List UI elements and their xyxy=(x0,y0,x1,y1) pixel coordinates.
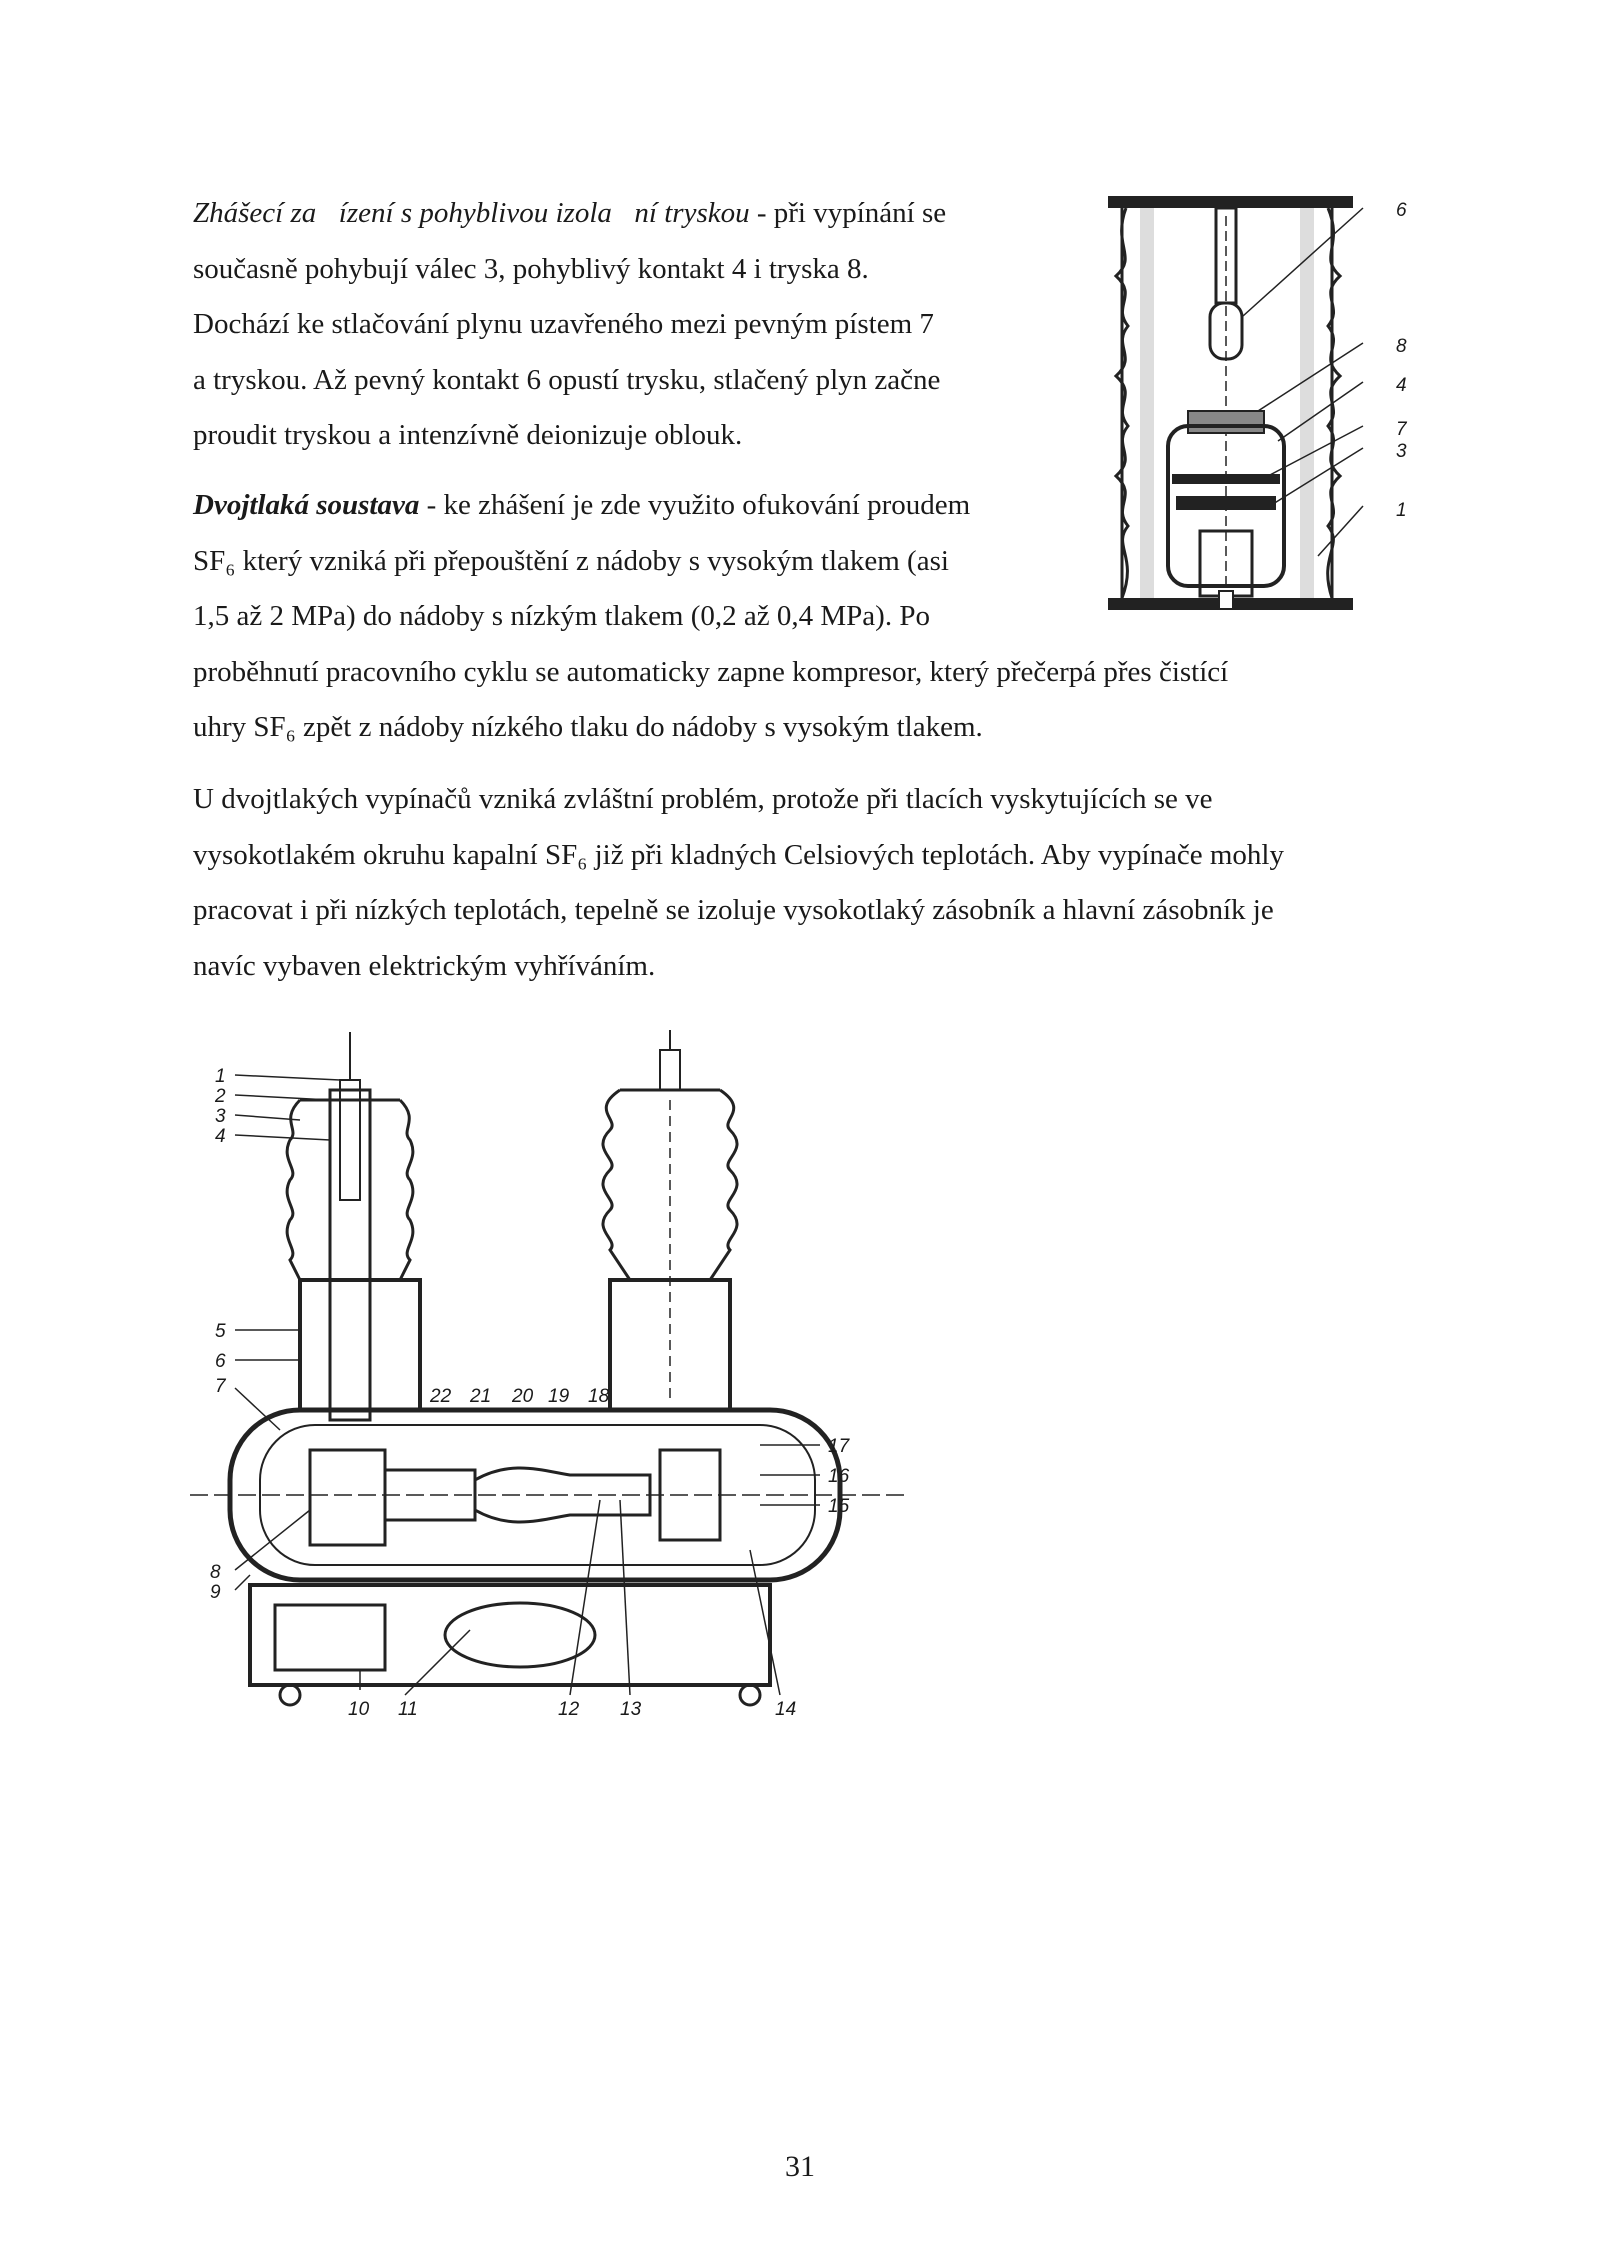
breaker-label-12: 12 xyxy=(558,1699,580,1720)
breaker-label-14: 14 xyxy=(775,1699,797,1720)
paragraph-line: současně pohybují válec 3, pohyblivý kontakt 4 i tryska 8. xyxy=(193,252,869,285)
paragraph-line: pracovat i při nízkých teplotách, tepelně se izoluje vysokotlaký zásobník a hlavní zásobník je xyxy=(193,894,1274,926)
breaker-label-11: 11 xyxy=(398,1699,418,1720)
breaker-label-17: 17 xyxy=(828,1436,850,1457)
paragraph-line: proběhnutí pracovního cyklu se automaticky zapne kompresor, který přečerpá přes čistící xyxy=(193,655,1229,688)
breaker-label-9: 9 xyxy=(210,1582,221,1603)
breaker-label-7: 7 xyxy=(215,1376,226,1397)
paragraph-line: vysokotlakém okruhu kapalní SF₆ již při kladných Celsiových teplotách. Aby vypínače mohly xyxy=(193,838,1284,871)
paragraph-text: - ke zhášení je zde využito ofukování proudem xyxy=(419,489,971,521)
nozzle-label-6: 6 xyxy=(1396,200,1407,221)
breaker-label-13: 13 xyxy=(620,1699,642,1720)
breaker-label-6: 6 xyxy=(215,1351,226,1372)
breaker-label-3: 3 xyxy=(215,1106,226,1127)
breaker-label-22: 22 xyxy=(430,1386,452,1407)
heading-two-pressure: Dvojtlaká soustava xyxy=(193,489,420,521)
breaker-label-16: 16 xyxy=(828,1466,850,1487)
paragraph-line: SF₆ který vzniká při přepouštění z nádoby s vysokým tlakem (asi xyxy=(193,544,949,577)
paragraph-line: proudit tryskou a intenzívně deionizuje oblouk. xyxy=(193,419,743,451)
paragraph-line: 1,5 až 2 MPa) do nádoby s nízkým tlakem (0,2 až 0,4 MPa). Po xyxy=(193,600,930,632)
breaker-label-1: 1 xyxy=(215,1066,226,1087)
nozzle-diagram xyxy=(1088,186,1418,622)
heading-nozzle: Zhášecí za ízení s pohyblivou izola ní tryskou xyxy=(193,197,750,229)
nozzle-label-4: 4 xyxy=(1396,375,1407,396)
nozzle-label-7: 7 xyxy=(1396,419,1407,440)
breaker-label-18: 18 xyxy=(588,1386,610,1407)
nozzle-label-3: 3 xyxy=(1396,441,1407,462)
breaker-label-4: 4 xyxy=(215,1126,226,1147)
breaker-label-19: 19 xyxy=(548,1386,570,1407)
two-pressure-breaker-diagram xyxy=(190,1030,920,1730)
breaker-label-2: 2 xyxy=(215,1086,226,1107)
breaker-label-10: 10 xyxy=(348,1699,370,1720)
breaker-label-15: 15 xyxy=(828,1496,850,1517)
breaker-label-5: 5 xyxy=(215,1321,226,1342)
breaker-label-8: 8 xyxy=(210,1562,221,1583)
paragraph-nozzle-description xyxy=(193,186,1073,464)
paragraph-line: uhry SF₆ zpět z nádoby nízkého tlaku do nádoby s vysokým tlakem. xyxy=(193,711,983,743)
nozzle-label-8: 8 xyxy=(1396,336,1407,357)
page-number: 31 xyxy=(785,2150,815,2183)
breaker-label-21: 21 xyxy=(470,1386,492,1407)
nozzle-label-1: 1 xyxy=(1396,500,1407,521)
paragraph-line: U dvojtlakých vypínačů vzniká zvláštní problém, protože při tlacích vyskytujících se ve xyxy=(193,783,1213,815)
breaker-label-20: 20 xyxy=(512,1386,534,1407)
paragraph-text: - při vypínání se xyxy=(749,197,947,229)
paragraph-line: Dochází ke stlačování plynu uzavřeného mezi pevným pístem 7 xyxy=(193,308,934,340)
paragraph-line: a tryskou. Až pevný kontakt 6 opustí trysku, stlačený plyn začne xyxy=(193,363,941,396)
paragraph-line: navíc vybaven elektrickým vyhříváním. xyxy=(193,949,656,982)
paragraph-low-temperature xyxy=(193,772,1433,994)
